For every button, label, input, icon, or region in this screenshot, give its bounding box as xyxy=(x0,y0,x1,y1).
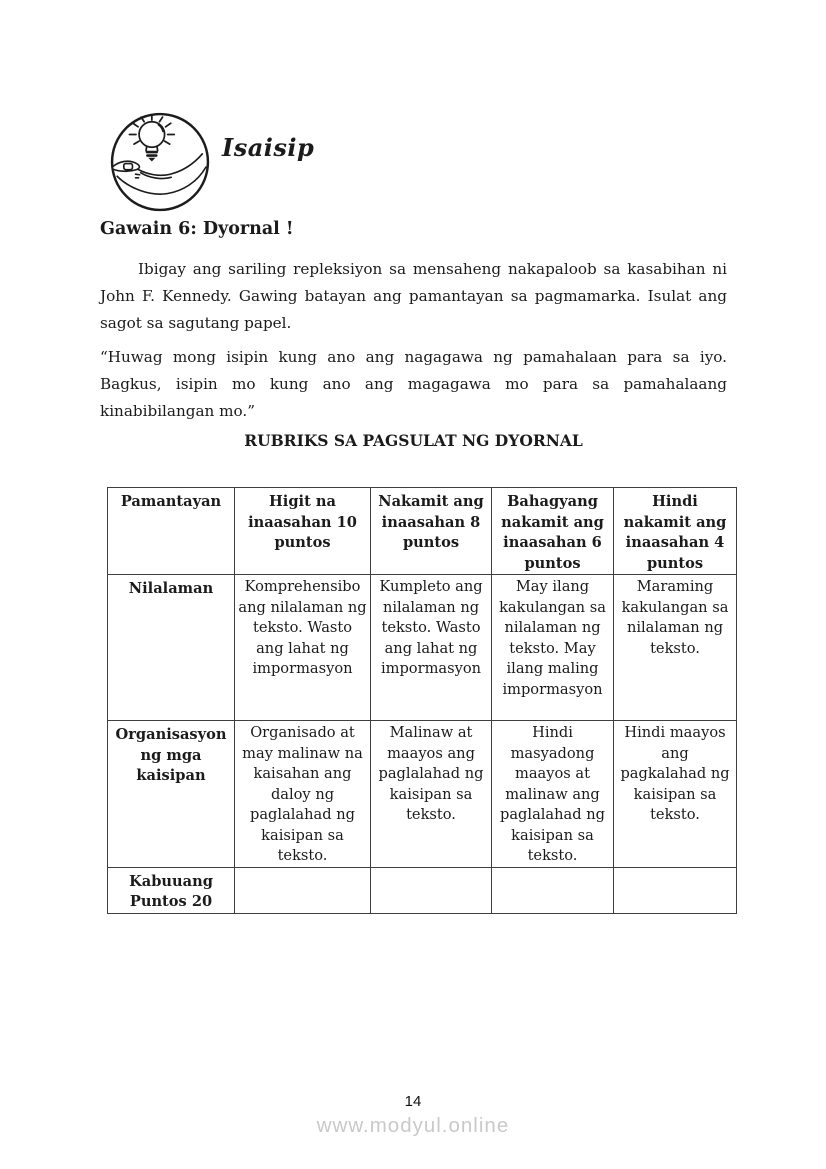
rubric-table xyxy=(107,487,737,914)
column-header-6-puntos: Bahagyang nakamit ang inaasahan 6 puntos xyxy=(492,488,614,575)
table-row-nilalaman xyxy=(108,575,737,721)
column-header-10-puntos: Higit na inaasahan 10 puntos xyxy=(235,488,371,575)
table-cell: Malinaw at maayos ang paglalahad ng kaisipan sa teksto. xyxy=(371,721,492,868)
hand-holding-lightbulb-icon xyxy=(109,111,211,213)
page-number: 14 xyxy=(404,1093,422,1110)
table-row-organisasyon xyxy=(108,721,737,868)
column-header-4-puntos: Hindi nakamit ang inaasahan 4 puntos xyxy=(614,488,737,575)
column-header-pamantayan: Pamantayan xyxy=(108,488,235,575)
table-cell: May ilang kakulangan sa nilalaman ng teksto. May ilang maling impormasyon xyxy=(492,575,614,721)
table-cell-empty xyxy=(614,867,737,913)
table-cell: Hindi masyadong maayos at malinaw ang paglalahad ng kaisipan sa teksto. xyxy=(492,721,614,868)
table-row-kabuuang-puntos xyxy=(108,867,737,913)
rubric-header-row xyxy=(108,488,737,575)
kennedy-quote: “Huwag mong isipin kung ano ang nagagawa ng pamahalaan para sa iyo. Bagkus, isipin mo kung ano ang magagawa mo para sa pamahalaang kinabibilangan mo.” xyxy=(100,348,727,420)
table-cell-empty xyxy=(235,867,371,913)
page-title: Isaisip xyxy=(222,133,315,162)
rubric-table-title: RUBRIKS SA PAGSULAT NG DYORNAL xyxy=(244,431,583,450)
row-label: Nilalaman xyxy=(108,575,235,721)
table-cell: Organisado at may malinaw na kaisahan ang daloy ng paglalahad ng kaisipan sa teksto. xyxy=(235,721,371,868)
table-cell: Maraming kakulangan sa nilalaman ng teksto. xyxy=(614,575,737,721)
row-label: Kabuuang Puntos 20 xyxy=(108,867,235,913)
table-cell: Komprehensibo ang nilalaman ng teksto. Wasto ang lahat ng impormasyon xyxy=(235,575,371,721)
table-cell-empty xyxy=(371,867,492,913)
table-cell: Hindi maayos ang pagkalahad ng kaisipan sa teksto. xyxy=(614,721,737,868)
watermark: www.modyul.online xyxy=(316,1114,510,1137)
table-cell-empty xyxy=(492,867,614,913)
table-cell: Kumpleto ang nilalaman ng teksto. Wasto ang lahat ng impormasyon xyxy=(371,575,492,721)
instructions-paragraph: Ibigay ang sariling repleksiyon sa mensaheng nakapaloob sa kasabihan ni John F. Kennedy. Gawing batayan ang pamantayan sa pagmamarka. Isulat ang sagot sa sagutang papel. xyxy=(100,260,727,332)
column-header-8-puntos: Nakamit ang inaasahan 8 puntos xyxy=(371,488,492,575)
activity-heading: Gawain 6: Dyornal ! xyxy=(100,219,294,239)
row-label: Organisasyon ng mga kaisipan xyxy=(108,721,235,868)
